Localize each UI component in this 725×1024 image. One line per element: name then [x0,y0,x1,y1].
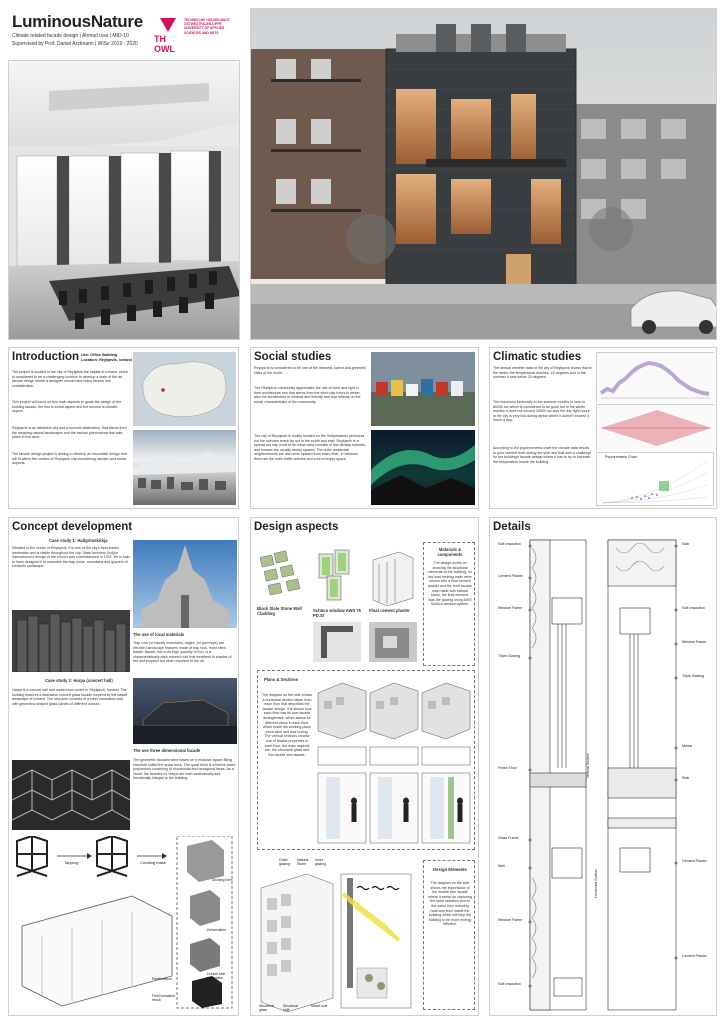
detail-right-label-3: Triple Glazing [682,674,705,678]
mat3-label: Float cement plaster [369,608,410,613]
plans-box [257,670,475,850]
materials-box-title: Materials & components [437,547,463,557]
double-skin-diagram [257,858,417,1013]
mixed-wall-label: Mixed wall [311,1004,328,1008]
plaster-building-photo [369,622,417,662]
three-d-text: The geometric facades were based on a modular, space-filling structure called the quasi brick. The quasi brick is a twelve-sided polyhedron consisting of rhomboidal and hexagonal faces. As a result, the facades for Harpa are both aesthetically and functionally integral to the building. [133,758,236,781]
climatic-para1: The annual weather data of the city of Reykjavík shows that in the winter the temperature reaches -10 degrees and in the summer it sets below 20 degrees. [493,366,592,380]
svg-text:TH: TH [154,34,166,44]
slate-cladding-sample [257,550,305,602]
design-elements-title: Design Elements [433,867,467,872]
case1-title: Case study 1: Hallgrímskirkja [49,538,108,543]
cement-plaster-sample [369,550,417,606]
window-profile-photo [313,622,361,662]
detail-left-label-2: Window Frame [498,606,523,610]
detail-right-label-4: Mortar [682,744,693,748]
psychrometric-chart [596,452,714,506]
intro-para1: The project is located in the city of Reykjavík the capital of Iceland, which is considered to be a challenging location to develop a state of the art facade design where a designer should take many factors into consideration. [12,370,129,388]
intro-para3: Reykjavík is an attractive city and a touristic destination, that stems from the amazing natural landscapes and the natural phenomena that take place in this area. [12,426,127,440]
case2-text: Harpa is a concert hall and conference centre in Reykjavík, Iceland. The building features a distinctive colored glass facade inspired by the basalt landscape of Iceland. The structure consists of a steel framework clad with geometric shaped glass panels of different colours. [12,688,128,706]
label-dividing-form: Dividing form [212,878,233,882]
label-double-skin: Double skin integration [207,972,226,980]
luminosity-chart [596,404,714,450]
intro-para2: This project will focus on two main aspects to guide the design of the building facade; the first is social aspect and the second is climatic aspect. [12,400,122,414]
design-elements-box [423,860,475,1010]
iceland-map [133,352,236,426]
design-title: Design aspects [254,521,339,533]
horizontal-section-label: Horizontal Section [594,868,598,898]
case2-title: Case study 2: Harpa (concert hall) [45,678,113,683]
design-elements-text: The diagram on the side shows the importance of the double skin facade where it works on capturing the solar radiation and at the same time reducing heat loss from inside the building which will help the building to be more energy efficient. [428,881,472,927]
intro-para4: The facade design project is aiming to develop an innovative design that will fit within the context of Reykjavík city considering climatic and social aspects. [12,452,127,466]
climatic-para2: The maximum luminosity in the summer months is near to 80000 lux which is considered to be good but in the winter months it does not exceed 20000 lux also the day light hours in the city is very low during winter where it doesn't exceed 4 hours a day. [493,400,590,423]
harpa-facade-photo [12,760,130,830]
social-title: Social studies [254,351,332,363]
label-field-formation: Field formation result [152,994,176,1002]
hallgrimskirkja-photo [133,540,237,628]
reykjavik-photo [133,430,236,505]
svg-text:OWL: OWL [154,44,175,54]
design-panel [250,517,479,1016]
schuco-window-sample [313,546,361,606]
detail-left-label-7: Window Frame [498,918,523,922]
climatic-title: Climatic studies [493,351,582,363]
concept-diagram [12,836,237,1012]
label-creating-mass: Creating mass [140,860,166,865]
detail-right-label-5: Slab [682,776,690,780]
label-tapping: Tapping [64,860,79,865]
social-para3: The city of Reykjavík is mostly located on the Seltjarnarnes peninsula, but the suburbs reach far out to the south and east. Reykjavík is a spread out city; most of its urban area consists of low-density suburbs, and houses are usually widely spaced. The outer residential neighborhoods are also wide spaced from each other; in between them are the main traffic arteries and a lot of empty space. [254,434,366,461]
detail-left-label-4: Finish Floor [498,766,517,770]
basalt-columns-photo [12,610,130,672]
mat2-label: Schüco window AWS 75 PD.SI [313,608,362,618]
natural-stone-label: Natural Stone [297,858,309,866]
detail-left-label-0: Soft Insulation [498,542,521,546]
location-label: Use: Office Building [81,353,118,357]
detail-right-label-7: Cement Plaster [682,954,707,958]
university-name: TECHNISCHE HOCHSCHULE OSTWESTFALEN-LIPPE UNIVERSITY OF APPLIED SCIENCES AND ARTS [184,18,230,35]
three-d-title: The use three dimensional facade [133,748,201,753]
vertical-section-label: Vertical Section [586,753,590,778]
materials-box [423,542,475,666]
structural-shift-label: Structural shift [283,1004,298,1012]
social-panel [250,347,479,509]
subtitle-line1: Climate related facade design | Ahmad Issa | MID-10 [12,33,129,39]
materials-box-text: The design works on showing the structural elements of the building, so the load bearing walls were shown with a float cement plaster and the front facade was made with natural stone, the final element, was the glazing using AWS Schüco window system. [428,561,472,607]
climatic-para3: According to the psychrometric chart the climate data results in poor comfort level during the year and that sets a challenge for the building's facade design where it has to try to increase the temperature inside the building. [493,446,592,464]
concept-panel [8,517,239,1016]
social-para2: The Reykjavík community appreciates the use of color and light in their architecture and that stems from the short day hours in winter, also the architecture is minimal and friendly and that reflects on the social characteristics of the community. [254,386,361,404]
detail-left-label-8: Soft Insulation [498,982,521,986]
introduction-panel [8,347,239,509]
details-title: Details [493,521,531,533]
aurora-photo [371,430,475,505]
header-panel [8,8,240,56]
social-para1: Reykjavík is considered to be one of the cleanest, safest and greenest cities of the world. [254,366,366,375]
label-deformation: Deformation [207,928,227,932]
detail-right-label-0: Slab [682,542,690,546]
university-logo [152,16,182,54]
exterior-render [250,8,717,340]
subtitle-line2: Supervised by Prof. Daniel Arztmann | WiSe 2019 - 2020 [12,41,138,47]
mat1-label: Black Slate Stone Wall Cladding [257,606,302,616]
poster-title: LuminousNature [12,12,143,31]
structural-glass-label: Structural glass [259,1004,274,1012]
materials-text: Trap rock (or basalt) mountains, ridges, (or just traps) are elevated landscape features made of trap rock, most often basalt. Basalt, due to its high quantity of iron, is a characteristically dark-colored rock that weathers to shades of red and purplish red when exposed to the air. [133,641,232,664]
detail-right-label-1: Soft Insulation [682,606,705,610]
detail-right-label-2: Window Frame [682,640,707,644]
outer-glazing-label: Outer glazing [279,858,291,866]
label-realization: Realization [152,976,172,981]
inner-glazing-label: Inner glazing [315,858,327,866]
details-panel [489,517,717,1016]
climatic-panel [489,347,717,509]
detail-left-label-5: Glass Frame [498,836,519,840]
plans-title: Plans & Sections [264,677,298,682]
concept-title: Concept development [12,521,133,533]
colorful-houses-photo [371,352,475,426]
location-value: Location: Reykjavik, Iceland [81,358,132,362]
detail-left-label-6: Wall [498,864,505,868]
interior-render [8,60,240,340]
psychrometric-chart-title: Psychrometric Chart [605,455,637,459]
detail-left-label-3: Triple Glazing [498,654,521,658]
detail-left-label-1: Cement Plaster [498,574,523,578]
case1-text: Situated in the centre of Reykjavík, it is one of the city's best-known landmarks and is visible throughout the city. State Architect Guðjón Samúelsson's design of the church was commissioned in 1937. He is said to have designed it to resemble the trap rocks, mountains and glaciers of Iceland's landscape. [12,546,130,569]
temperature-chart [596,352,714,402]
introduction-title: Introduction [12,351,80,363]
plans-text: The diagram on the side shows a horizontal section taken from each floor that describes the facade design. It is shown how each floor has its own facade arrangement, which allows for different views in each floor, which make the working place more alive and less boring. The vertical sections choose one of facade properties in each floor, the main aspects are, the structural glass and the double skin facade. [262,693,312,757]
harpa-photo [133,678,237,744]
detail-right-label-6: Cement Plaster [682,859,707,863]
materials-title: The use of local materials [133,632,185,637]
